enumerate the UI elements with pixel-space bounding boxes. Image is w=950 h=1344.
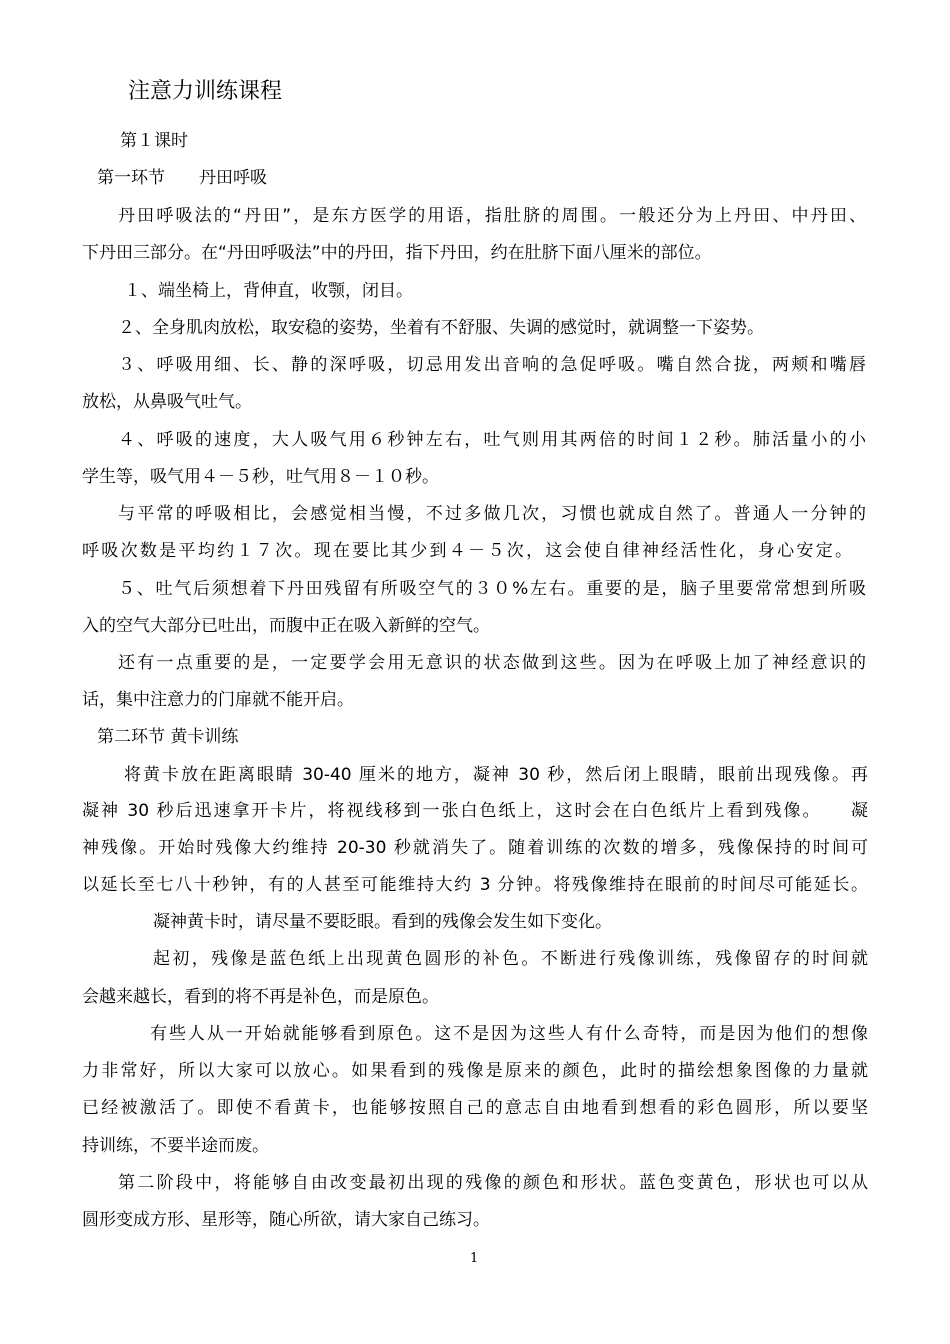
paragraph-line: 还有一点重要的是，一定要学会用无意识的状态做到这些。因为在呼吸上加了神经意识的 <box>118 653 866 673</box>
list-item: ５、吐气后须想着下丹田残留有所吸空气的３０%左右。重要的是，脑子里要常常想到所吸 <box>118 579 866 599</box>
paragraph-line: 丹田呼吸法的“丹田”，是东方医学的用语，指肚脐的周围。一般还分为上丹田、中丹田、 <box>118 206 866 226</box>
paragraph-line: 呼吸次数是平均约１７次。现在要比其少到４－５次，这会使自律神经活性化，身心安定。 <box>82 541 852 561</box>
paragraph-line: 有些人从一开始就能够看到原色。这不是因为这些人有什么奇特，而是因为他们的想像 <box>150 1024 868 1044</box>
paragraph-line: 凝神黄卡时，请尽量不要眨眼。看到的残像会发生如下变化。 <box>153 912 612 932</box>
paragraph-line: 话，集中注意力的门扉就不能开启。 <box>82 690 354 710</box>
list-item: １、端坐椅上，背伸直，收颚，闭目。 <box>124 281 413 301</box>
paragraph-line: 入的空气大部分已吐出，而腹中正在吸入新鲜的空气。 <box>82 616 490 636</box>
paragraph-line: 神残像。开始时残像大约维持 20-30 秒就消失了。随着训练的次数的增多，残像保持的时间可 <box>82 838 868 858</box>
page-number: 1 <box>470 1251 479 1266</box>
paragraph-line: 持训练，不要半途而废。 <box>82 1136 269 1156</box>
paragraph-line: 与平常的呼吸相比，会感觉相当慢，不过多做几次，习惯也就成自然了。普通人一分钟的 <box>118 504 866 524</box>
paragraph-line: 会越来越长，看到的将不再是补色，而是原色。 <box>82 987 439 1007</box>
paragraph-line: 第二阶段中，将能够自由改变最初出现的残像的颜色和形状。蓝色变黄色，形状也可以从 <box>118 1173 868 1193</box>
paragraph-line: 学生等，吸气用４－５秒，吐气用８－１０秒。 <box>82 467 439 487</box>
list-item: ３、呼吸用细、长、静的深呼吸，切忌用发出音响的急促呼吸。嘴自然合拢，两颊和嘴唇 <box>118 355 866 375</box>
list-item: ２、全身肌肉放松，取安稳的姿势，坐着有不舒服、失调的感觉时，就调整一下姿势。 <box>118 318 764 338</box>
paragraph-line: 已经被激活了。即使不看黄卡，也能够按照自己的意志自由地看到想看的彩色圆形，所以要坚 <box>82 1098 868 1118</box>
paragraph-line: 放松，从鼻吸气吐气。 <box>82 392 252 412</box>
paragraph-line: 以延长至七八十秒钟，有的人甚至可能维持大约 3 分钟。将残像维持在眼前的时间尽可能延长。 <box>82 875 868 895</box>
list-item: ４、呼吸的速度，大人吸气用６秒钟左右，吐气则用其两倍的时间１２秒。肺活量小的小 <box>118 430 866 450</box>
paragraph-line: 将黄卡放在距离眼睛 30-40 厘米的地方，凝神 30 秒，然后闭上眼睛，眼前出现残像。再 <box>124 765 868 785</box>
paragraph-line: 下丹田三部分。在“丹田呼吸法”中的丹田，指下丹田，约在肚脐下面八厘米的部位。 <box>82 243 712 263</box>
document-title: 注意力训练课程 <box>128 79 283 104</box>
section-heading: 第一环节 丹田呼吸 <box>97 168 267 188</box>
lesson-label: 第１课时 <box>120 131 188 151</box>
section-heading: 第二环节 黄卡训练 <box>97 727 239 747</box>
paragraph-line: 力非常好，所以大家可以放心。如果看到的残像是原来的颜色，此时的描绘想象图像的力量就 <box>82 1061 868 1081</box>
paragraph-line: 圆形变成方形、星形等，随心所欲，请大家自己练习。 <box>82 1210 490 1230</box>
paragraph-line: 起初，残像是蓝色纸上出现黄色圆形的补色。不断进行残像训练，残像留存的时间就 <box>153 949 868 969</box>
paragraph-line: 凝神 30 秒后迅速拿开卡片，将视线移到一张白色纸上，这时会在白色纸片上看到残像。 凝 <box>82 801 868 821</box>
